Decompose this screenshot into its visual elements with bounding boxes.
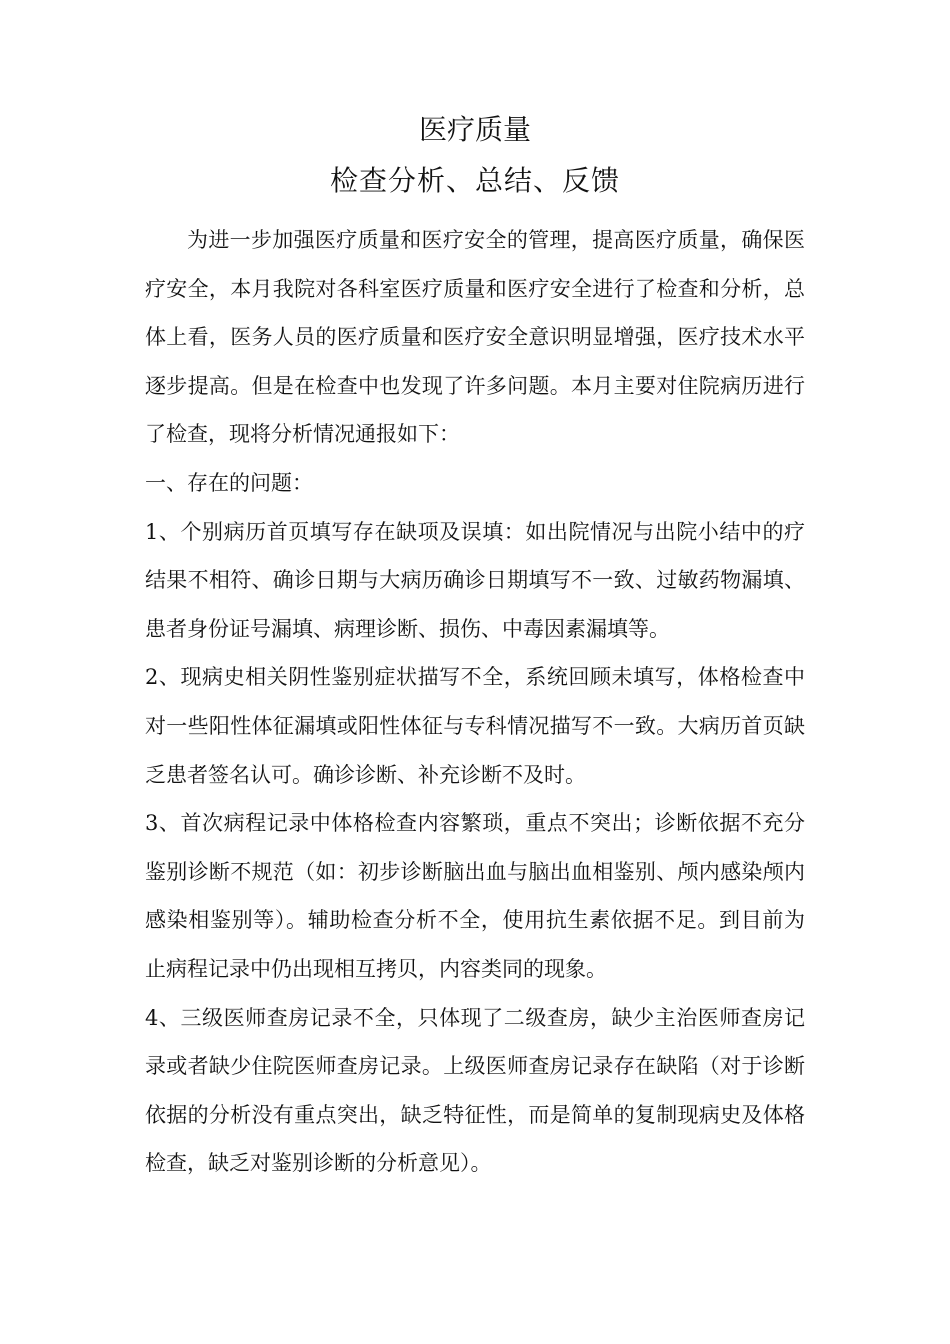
section-heading-problems: 一、存在的问题： [145,470,313,495]
problem-item-4: 4、三级医师查房记录不全，只体现了二级查房，缺少主治医师查房记录或者缺少住院医师查房记录。上级医师查房记录存在缺陷（对于诊断依据的分析没有重点突出，缺乏特征性，而是简单的复制现病史及体格检查，缺乏对鉴别诊断的分析意见）。 [145,1005,805,1176]
document-subtitle: 检查分析、总结、反馈 [329,164,620,197]
problem-item-3: 3、首次病程记录中体格检查内容繁琐，重点不突出；诊断依据不充分鉴别诊断不规范（如：初步诊断脑出血与脑出血相鉴别、颅内感染颅内感染相鉴别等）。辅助检查分析不全，使用抗生素依据不足。到目前为止病程记录中仍出现相互拷贝，内容类同的现象。 [145,811,805,981]
document-body [145,216,805,1188]
intro-paragraph: 为进一步加强医疗质量和医疗安全的管理，提高医疗质量，确保医疗安全，本月我院对各科室医疗质量和医疗安全进行了检查和分析，总体上看，医务人员的医疗质量和医疗安全意识明显增强，医疗技术水平逐步提高。但是在检查中也发现了许多问题。本月主要对住院病历进行了检查，现将分析情况通报如下： [145,228,805,447]
document-title: 医疗质量 [418,113,531,146]
problem-item-2: 2、现病史相关阴性鉴别症状描写不全，系统回顾未填写，体格检查中对一些阳性体征漏填或阳性体征与专科情况描写不一致。大病历首页缺乏患者签名认可。确诊诊断、补充诊断不及时。 [145,665,805,787]
problem-item-1: 1、个别病历首页填写存在缺项及误填：如出院情况与出院小结中的疗结果不相符、确诊日期与大病历确诊日期填写不一致、过敏药物漏填、患者身份证号漏填、病理诊断、损伤、中毒因素漏填等。 [145,519,805,641]
